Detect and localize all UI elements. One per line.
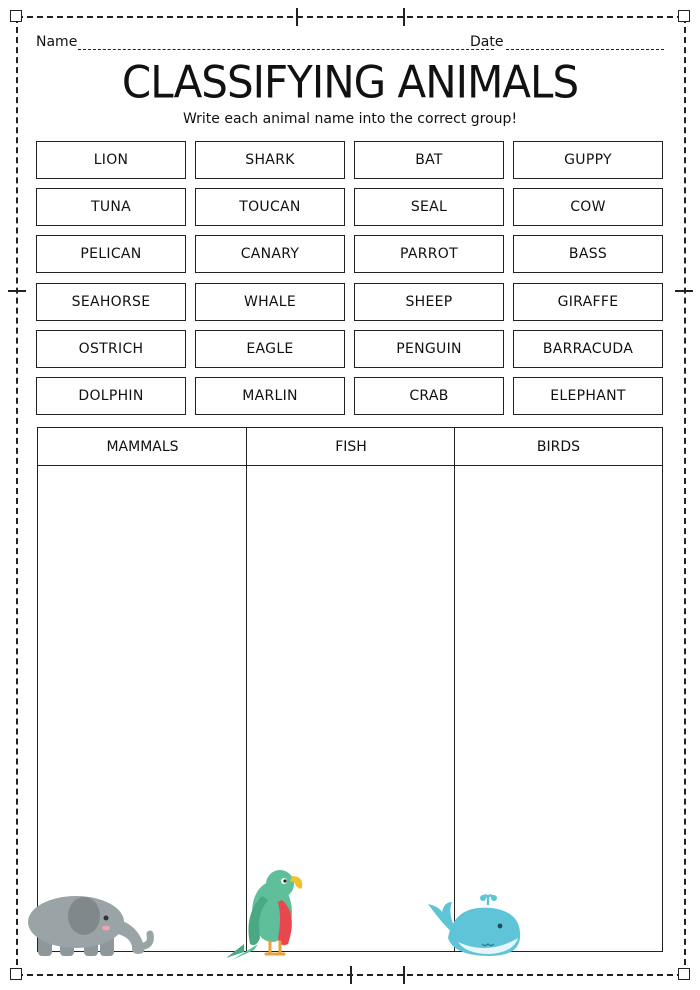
word-box: GIRAFFE	[513, 283, 663, 321]
classification-table	[37, 427, 663, 952]
page-title: CLASSIFYING ANIMALS	[121, 56, 579, 109]
word-box: SHARK	[195, 141, 345, 179]
word-box: BARRACUDA	[513, 330, 663, 368]
parrot-illustration	[224, 866, 306, 960]
corner-mark	[10, 968, 22, 980]
date-label: Date	[470, 34, 504, 50]
word-box: WHALE	[195, 283, 345, 321]
word-box: TOUCAN	[195, 188, 345, 226]
word-box: COW	[513, 188, 663, 226]
name-line	[78, 49, 494, 50]
word-box: LION	[36, 141, 186, 179]
column-header: BIRDS	[455, 428, 662, 466]
corner-mark	[10, 10, 22, 22]
column-header: MAMMALS	[38, 428, 247, 466]
word-box: CRAB	[354, 377, 504, 415]
word-box: EAGLE	[195, 330, 345, 368]
corner-mark	[678, 10, 690, 22]
word-box: CANARY	[195, 235, 345, 273]
word-box: SHEEP	[354, 283, 504, 321]
instructions: Write each animal name into the correct group!	[182, 111, 518, 127]
corner-mark	[678, 968, 690, 980]
name-date-row	[36, 34, 664, 54]
date-line	[506, 49, 664, 50]
word-bank	[36, 141, 664, 415]
word-box: OSTRICH	[36, 330, 186, 368]
word-box: DOLPHIN	[36, 377, 186, 415]
whale-illustration	[424, 894, 524, 958]
column-birds[interactable]	[454, 428, 662, 951]
word-box: BASS	[513, 235, 663, 273]
column-header: FISH	[247, 428, 455, 466]
word-box: MARLIN	[195, 377, 345, 415]
word-box: BAT	[354, 141, 504, 179]
word-box: PENGUIN	[354, 330, 504, 368]
word-box: GUPPY	[513, 141, 663, 179]
name-label: Name	[36, 34, 78, 50]
column-mammals[interactable]	[38, 428, 247, 951]
word-box: SEAHORSE	[36, 283, 186, 321]
word-box: PELICAN	[36, 235, 186, 273]
word-box: ELEPHANT	[513, 377, 663, 415]
word-box: PARROT	[354, 235, 504, 273]
word-box: TUNA	[36, 188, 186, 226]
word-box: SEAL	[354, 188, 504, 226]
elephant-illustration	[26, 884, 154, 960]
